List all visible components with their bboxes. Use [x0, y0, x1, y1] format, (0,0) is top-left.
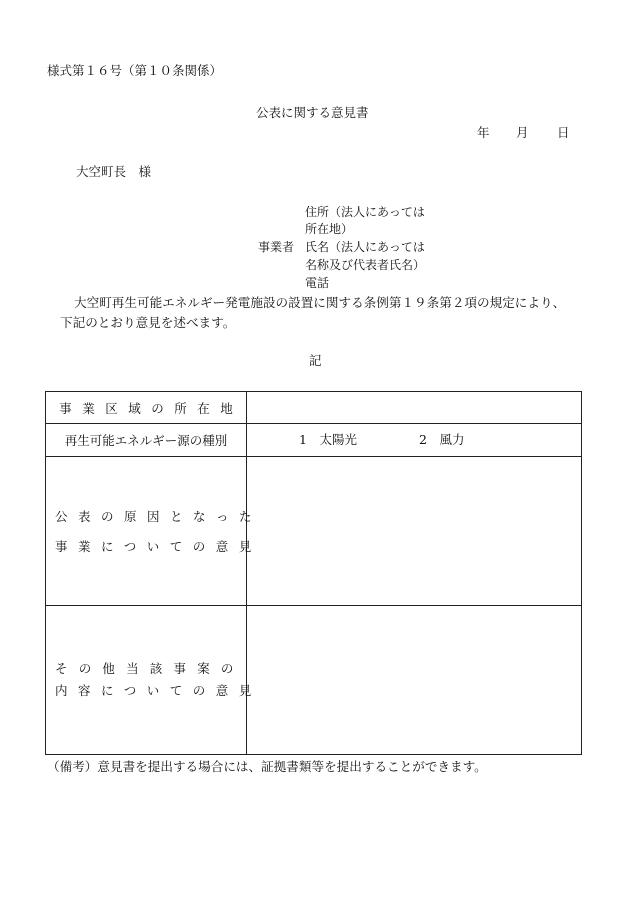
row2-label: 再生可能エネルギー源の種別 — [64, 433, 228, 448]
row1-label: 事業区域の所在地 — [59, 400, 244, 416]
row2-label-cell — [46, 424, 246, 456]
option-wind[interactable]: 2 風力 — [419, 432, 465, 447]
ki-label: 記 — [309, 353, 322, 368]
applicant-role: 事業者 — [258, 240, 295, 254]
row3-label-line1: 公表の原因となった — [55, 509, 263, 524]
date-month: 月 — [516, 125, 529, 140]
name-line1: 氏名（法人にあっては — [305, 240, 425, 254]
phone-label: 電話 — [305, 276, 330, 290]
date-day: 日 — [557, 125, 570, 140]
row4-value-cell[interactable] — [247, 606, 581, 755]
row4-label-line1: その他当該事案の — [55, 661, 245, 676]
row4-label-line2: 内容についての意見 — [55, 683, 262, 698]
remark-note: （備考）意見書を提出する場合には、証拠書類等を提出することができます。 — [47, 759, 487, 774]
option-solar[interactable]: 1 太陽光 — [299, 432, 357, 447]
row1-value-cell[interactable] — [247, 392, 581, 423]
body-text-line1: 大空町再生可能エネルギー発電施設の設置に関する条例第１９条第２項の規定により、 — [74, 295, 566, 310]
row3-label-line2: 事業についての意見 — [55, 539, 262, 554]
opinion-table — [45, 391, 582, 755]
date-year: 年 — [477, 125, 490, 140]
row3-value-cell[interactable] — [247, 457, 581, 605]
row2-value-cell[interactable] — [247, 424, 581, 456]
name-line2: 名称及び代表者氏名） — [305, 258, 426, 272]
form-number: 様式第１６号（第１０条関係） — [47, 63, 223, 78]
document-title: 公表に関する意見書 — [256, 105, 369, 120]
body-text-line2: 下記のとおり意見を述べます。 — [60, 315, 236, 330]
row4-label-cell — [46, 606, 262, 755]
row3-label-cell — [46, 457, 263, 605]
row1-label-cell — [46, 392, 246, 423]
address-line1: 住所（法人にあっては — [305, 205, 425, 219]
addressee: 大空町長 様 — [76, 164, 152, 179]
address-line2: 所在地） — [305, 222, 354, 236]
